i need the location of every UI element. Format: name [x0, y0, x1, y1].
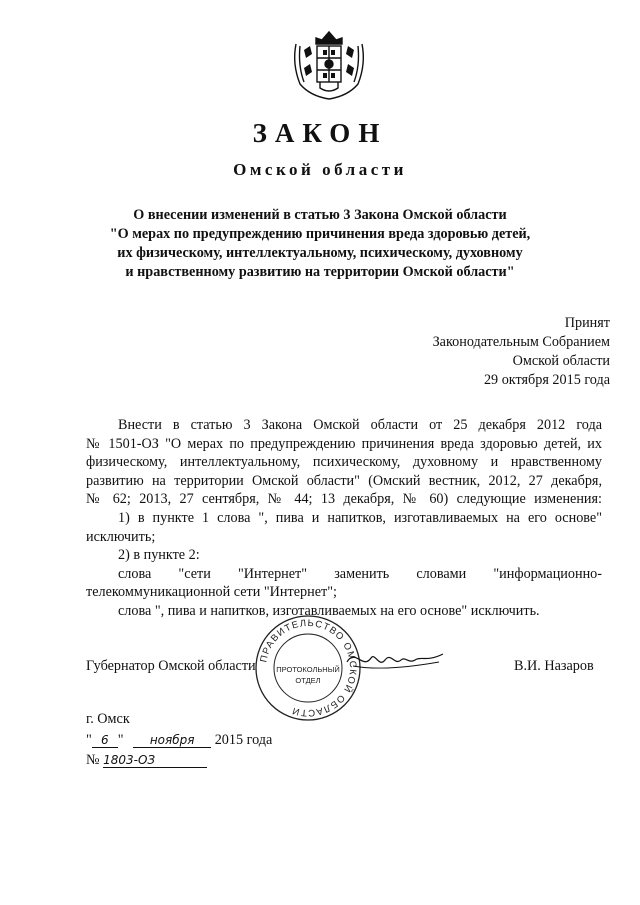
item-2-header: 2) в пункте 2: [118, 547, 200, 564]
body-line: № 1501-ОЗ "О мерах по предупреждению причинения вреда здоровью детей, их [86, 435, 602, 452]
item-2a-line: телекоммуникационной сети "Интернет"; [86, 584, 337, 601]
stamp-ring-text: ПРАВИТЕЛЬСТВО ОМСКОЙ ОБЛАСТИ [258, 617, 359, 719]
adoption-block [433, 314, 610, 390]
stamp-center-line: ПРОТОКОЛЬНЫЙ [276, 665, 340, 674]
adoption-line: Принят [564, 315, 610, 331]
date-month: ноября [133, 734, 211, 748]
law-heading [0, 206, 640, 282]
body-line: Внести в статью 3 Закона Омской области от 25 декабря 2012 года [118, 417, 602, 433]
city-label: г. Омск [86, 711, 130, 727]
heading-line: и нравственному развитию на территории Омской области" [125, 264, 515, 280]
law-body [86, 416, 602, 621]
item-1-line: 1) в пункте 1 слова ", пива и напитков, изготавливаемых на его основе" [118, 509, 602, 526]
item-2b-line: слова ", пива и напитков, изготавливаемых на его основе" исключить. [118, 602, 540, 619]
handwritten-signature [345, 640, 445, 680]
governor-name: В.И. Назаров [514, 658, 594, 674]
body-line: развитию на территории Омской области" (Омский вестник, 2012, 27 декабря, [86, 472, 602, 489]
adoption-line: Омской области [512, 353, 610, 369]
heading-line: их физическому, интеллектуальному, психическому, духовному [117, 245, 523, 261]
document-type-title: ЗАКОН [252, 118, 388, 148]
heading-line: О внесении изменений в статью 3 Закона Омской области [133, 207, 507, 223]
body-line: физическому, интеллектуальному, психическому, духовному и нравственному [86, 454, 602, 471]
adoption-date: 29 октября 2015 года [483, 372, 610, 388]
stamp-center-line: ОТДЕЛ [295, 676, 321, 685]
coat-of-arms-emblem [290, 24, 368, 102]
region-subtitle: Омской области [233, 160, 407, 179]
law-number [86, 752, 207, 769]
date-open-quote: " [86, 732, 92, 748]
item-2a-line: слова "сети "Интернет" заменить словами "информационно- [118, 565, 602, 582]
item-1-line: исключить; [86, 528, 156, 545]
date-year: 2015 года [214, 732, 273, 748]
signing-date [86, 732, 272, 749]
adoption-line: Законодательным Собранием [432, 334, 610, 350]
number-sign: № [86, 752, 100, 768]
body-line: № 62; 2013, 27 сентября, № 44; 13 декабря, № 60) следующие изменения: [86, 491, 602, 508]
date-day: 6 [92, 734, 118, 748]
date-close-quote: " [117, 732, 124, 748]
heading-line: "О мерах по предупреждению причинения вреда здоровью детей, [109, 226, 531, 242]
number-value: 1803-ОЗ [103, 754, 207, 768]
governor-label: Губернатор Омской области [86, 658, 256, 674]
